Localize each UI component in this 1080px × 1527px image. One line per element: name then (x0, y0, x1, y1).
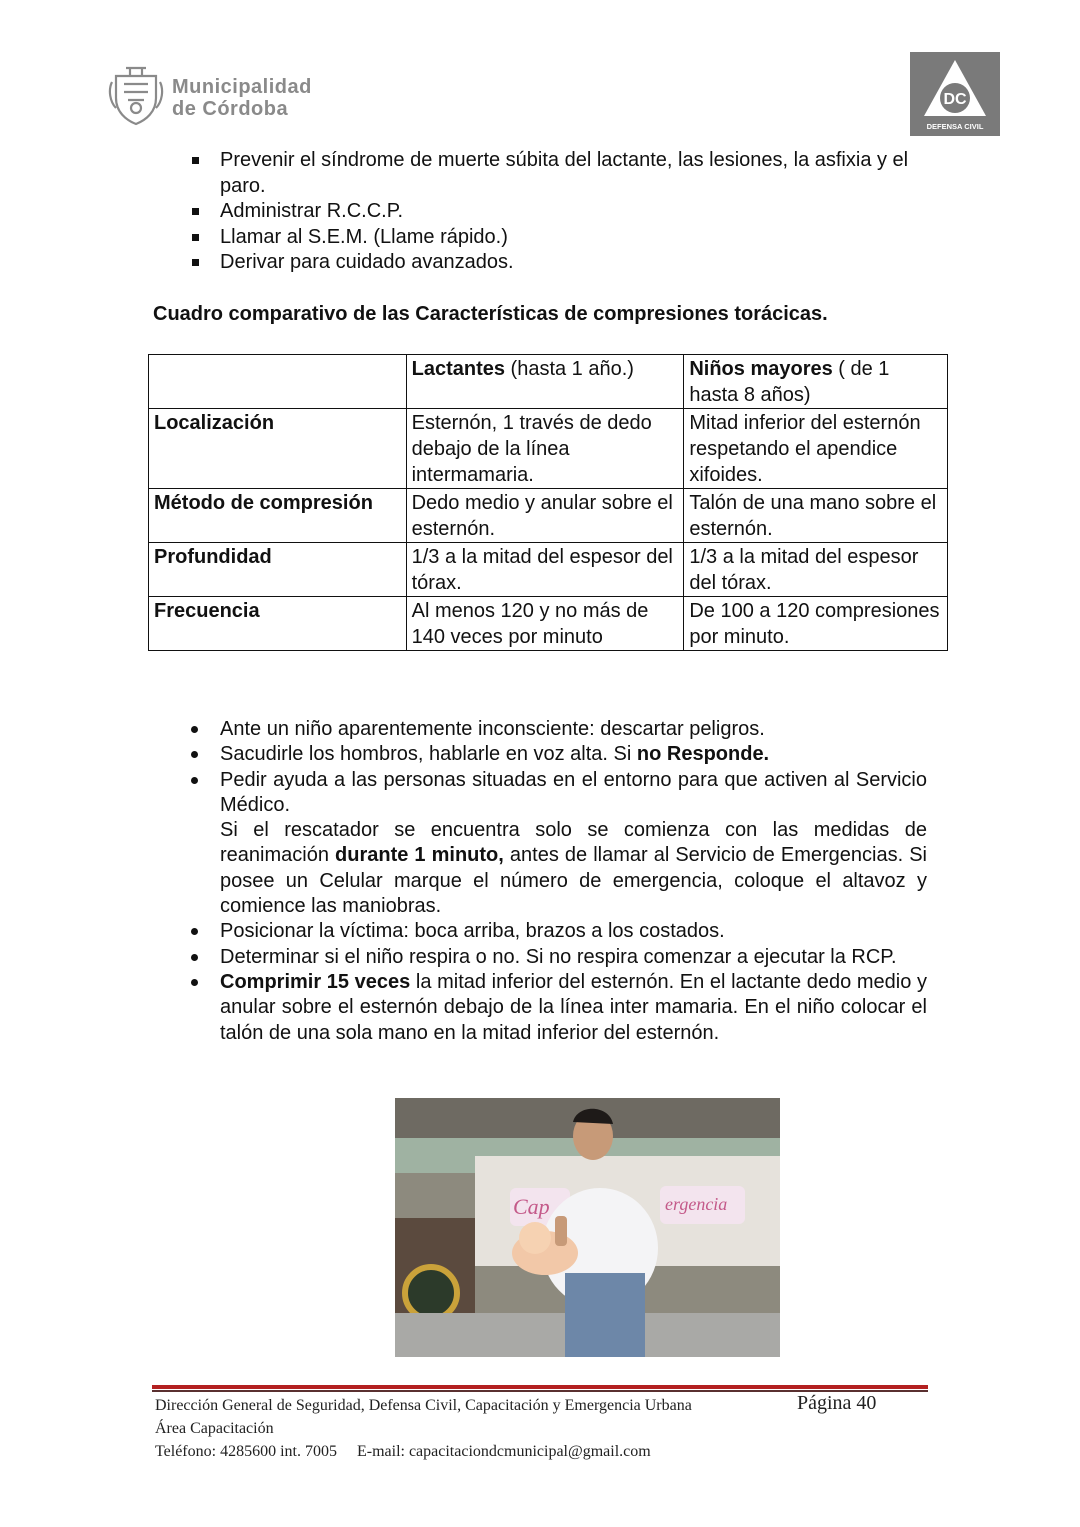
list-item: Administrar R.C.C.P. (190, 199, 935, 225)
comparison-table (148, 354, 948, 651)
row-label: Método de compresión (149, 489, 407, 543)
step-bold: durante 1 minuto, (335, 844, 504, 867)
table-row (149, 409, 948, 489)
cell-lactantes: 1/3 a la mitad del espesor del tórax. (406, 543, 684, 597)
header-lactantes-rest: (hasta 1 año.) (504, 358, 634, 380)
list-item: Derivar para cuidado avanzados. (190, 250, 935, 276)
row-label: Profundidad (149, 543, 407, 597)
header-ninos-bold: Niños mayores (689, 358, 833, 380)
city-crest-icon (108, 62, 164, 126)
cell-lactantes: Esternón, 1 través de dedo debajo de la línea intermamaria. (406, 409, 684, 489)
cpr-photo-illustration (395, 1098, 780, 1357)
badge-text: DC (943, 91, 967, 108)
defensa-civil-badge (910, 52, 1000, 136)
list-item (190, 970, 927, 1046)
list-item: Pedir ayuda a las personas situadas en el entorno para que activen al Servicio Médico. (190, 768, 927, 819)
badge-caption: DEFENSA CIVIL (926, 122, 984, 131)
table-header-row (149, 355, 948, 409)
step-text: la mitad inferior del esternón. En el lactante dedo medio y anular sobre el esternón debajo de la línea inter mamaria. En el niño colocar el talón de una sola mano en la mitad inferior del esternón. (220, 970, 927, 1044)
defensa-civil-triangle-icon (910, 52, 1000, 136)
step-text: antes de llamar al Servicio de Emergencias. Si posee un Celular marque el número de emergencia, coloque el altavoz y comience las maniobras. (220, 844, 927, 918)
org-name (172, 76, 312, 120)
list-item: Prevenir el síndrome de muerte súbita del lactante, las lesiones, la asfixia y el paro. (190, 148, 935, 199)
row-label: Frecuencia (149, 597, 407, 651)
page-number: Página 40 (797, 1392, 877, 1414)
table-corner-cell (149, 355, 407, 409)
table-row (149, 597, 948, 651)
step-bold: no Responde. (636, 743, 770, 766)
cell-ninos: De 100 a 120 compresiones por minuto. (684, 597, 948, 651)
cell-lactantes: Dedo medio y anular sobre el esternón. (406, 489, 684, 543)
row-label: Localización (149, 409, 407, 489)
steps-list (190, 717, 927, 1046)
org-name-line1: Municipalidad (172, 76, 312, 98)
list-item (190, 742, 927, 767)
banner-left-text: Cap (513, 1194, 550, 1219)
step-bold: Comprimir 15 veces (220, 970, 411, 993)
list-item: Ante un niño aparentemente inconsciente: descartar peligros. (190, 717, 927, 742)
header-lactantes-bold: Lactantes (411, 358, 505, 380)
header-ninos-rest: ( de 1 hasta 8 años) (689, 358, 890, 406)
list-item: Determinar si el niño respira o no. Si no respira comenzar a ejecutar la RCP. (190, 945, 927, 970)
section-title: Cuadro comparativo de las Características de compresiones torácicas. (153, 303, 828, 325)
footer-department: Dirección General de Seguridad, Defensa Civil, Capacitación y Emergencia Urbana (155, 1397, 692, 1414)
footer-contact: Teléfono: 4285600 int. 7005 E-mail: capacitaciondcmunicipal@gmail.com (155, 1443, 651, 1460)
cell-ninos: 1/3 a la mitad del espesor del tórax. (684, 543, 948, 597)
list-item: Posicionar la víctima: boca arriba, brazos a los costados. (190, 919, 927, 944)
step-text: Sacudirle los hombros, hablarle en voz alta. Si (220, 743, 637, 766)
header-ninos (684, 355, 948, 409)
step-text: Si el rescatador se encuentra solo se comienza con las medidas de reanimación (220, 819, 927, 867)
footer-rule (152, 1385, 928, 1389)
table-row (149, 489, 948, 543)
list-item-continuation (190, 818, 927, 919)
header-lactantes (406, 355, 684, 409)
municipalidad-logo (108, 62, 328, 126)
org-name-line2: de Córdoba (172, 98, 289, 120)
cell-ninos: Mitad inferior del esternón respetando el apendice xifoides. (684, 409, 948, 489)
banner-right-text: ergencia (665, 1194, 728, 1214)
footer-area: Área Capacitación (155, 1420, 274, 1437)
table-row (149, 543, 948, 597)
list-item: Llamar al S.E.M. (Llame rápido.) (190, 225, 935, 251)
cell-lactantes: Al menos 120 y no más de 140 veces por minuto (406, 597, 684, 651)
top-bullet-list (190, 148, 935, 276)
cpr-demonstration-photo (395, 1098, 780, 1357)
cell-ninos: Talón de una mano sobre el esternón. (684, 489, 948, 543)
